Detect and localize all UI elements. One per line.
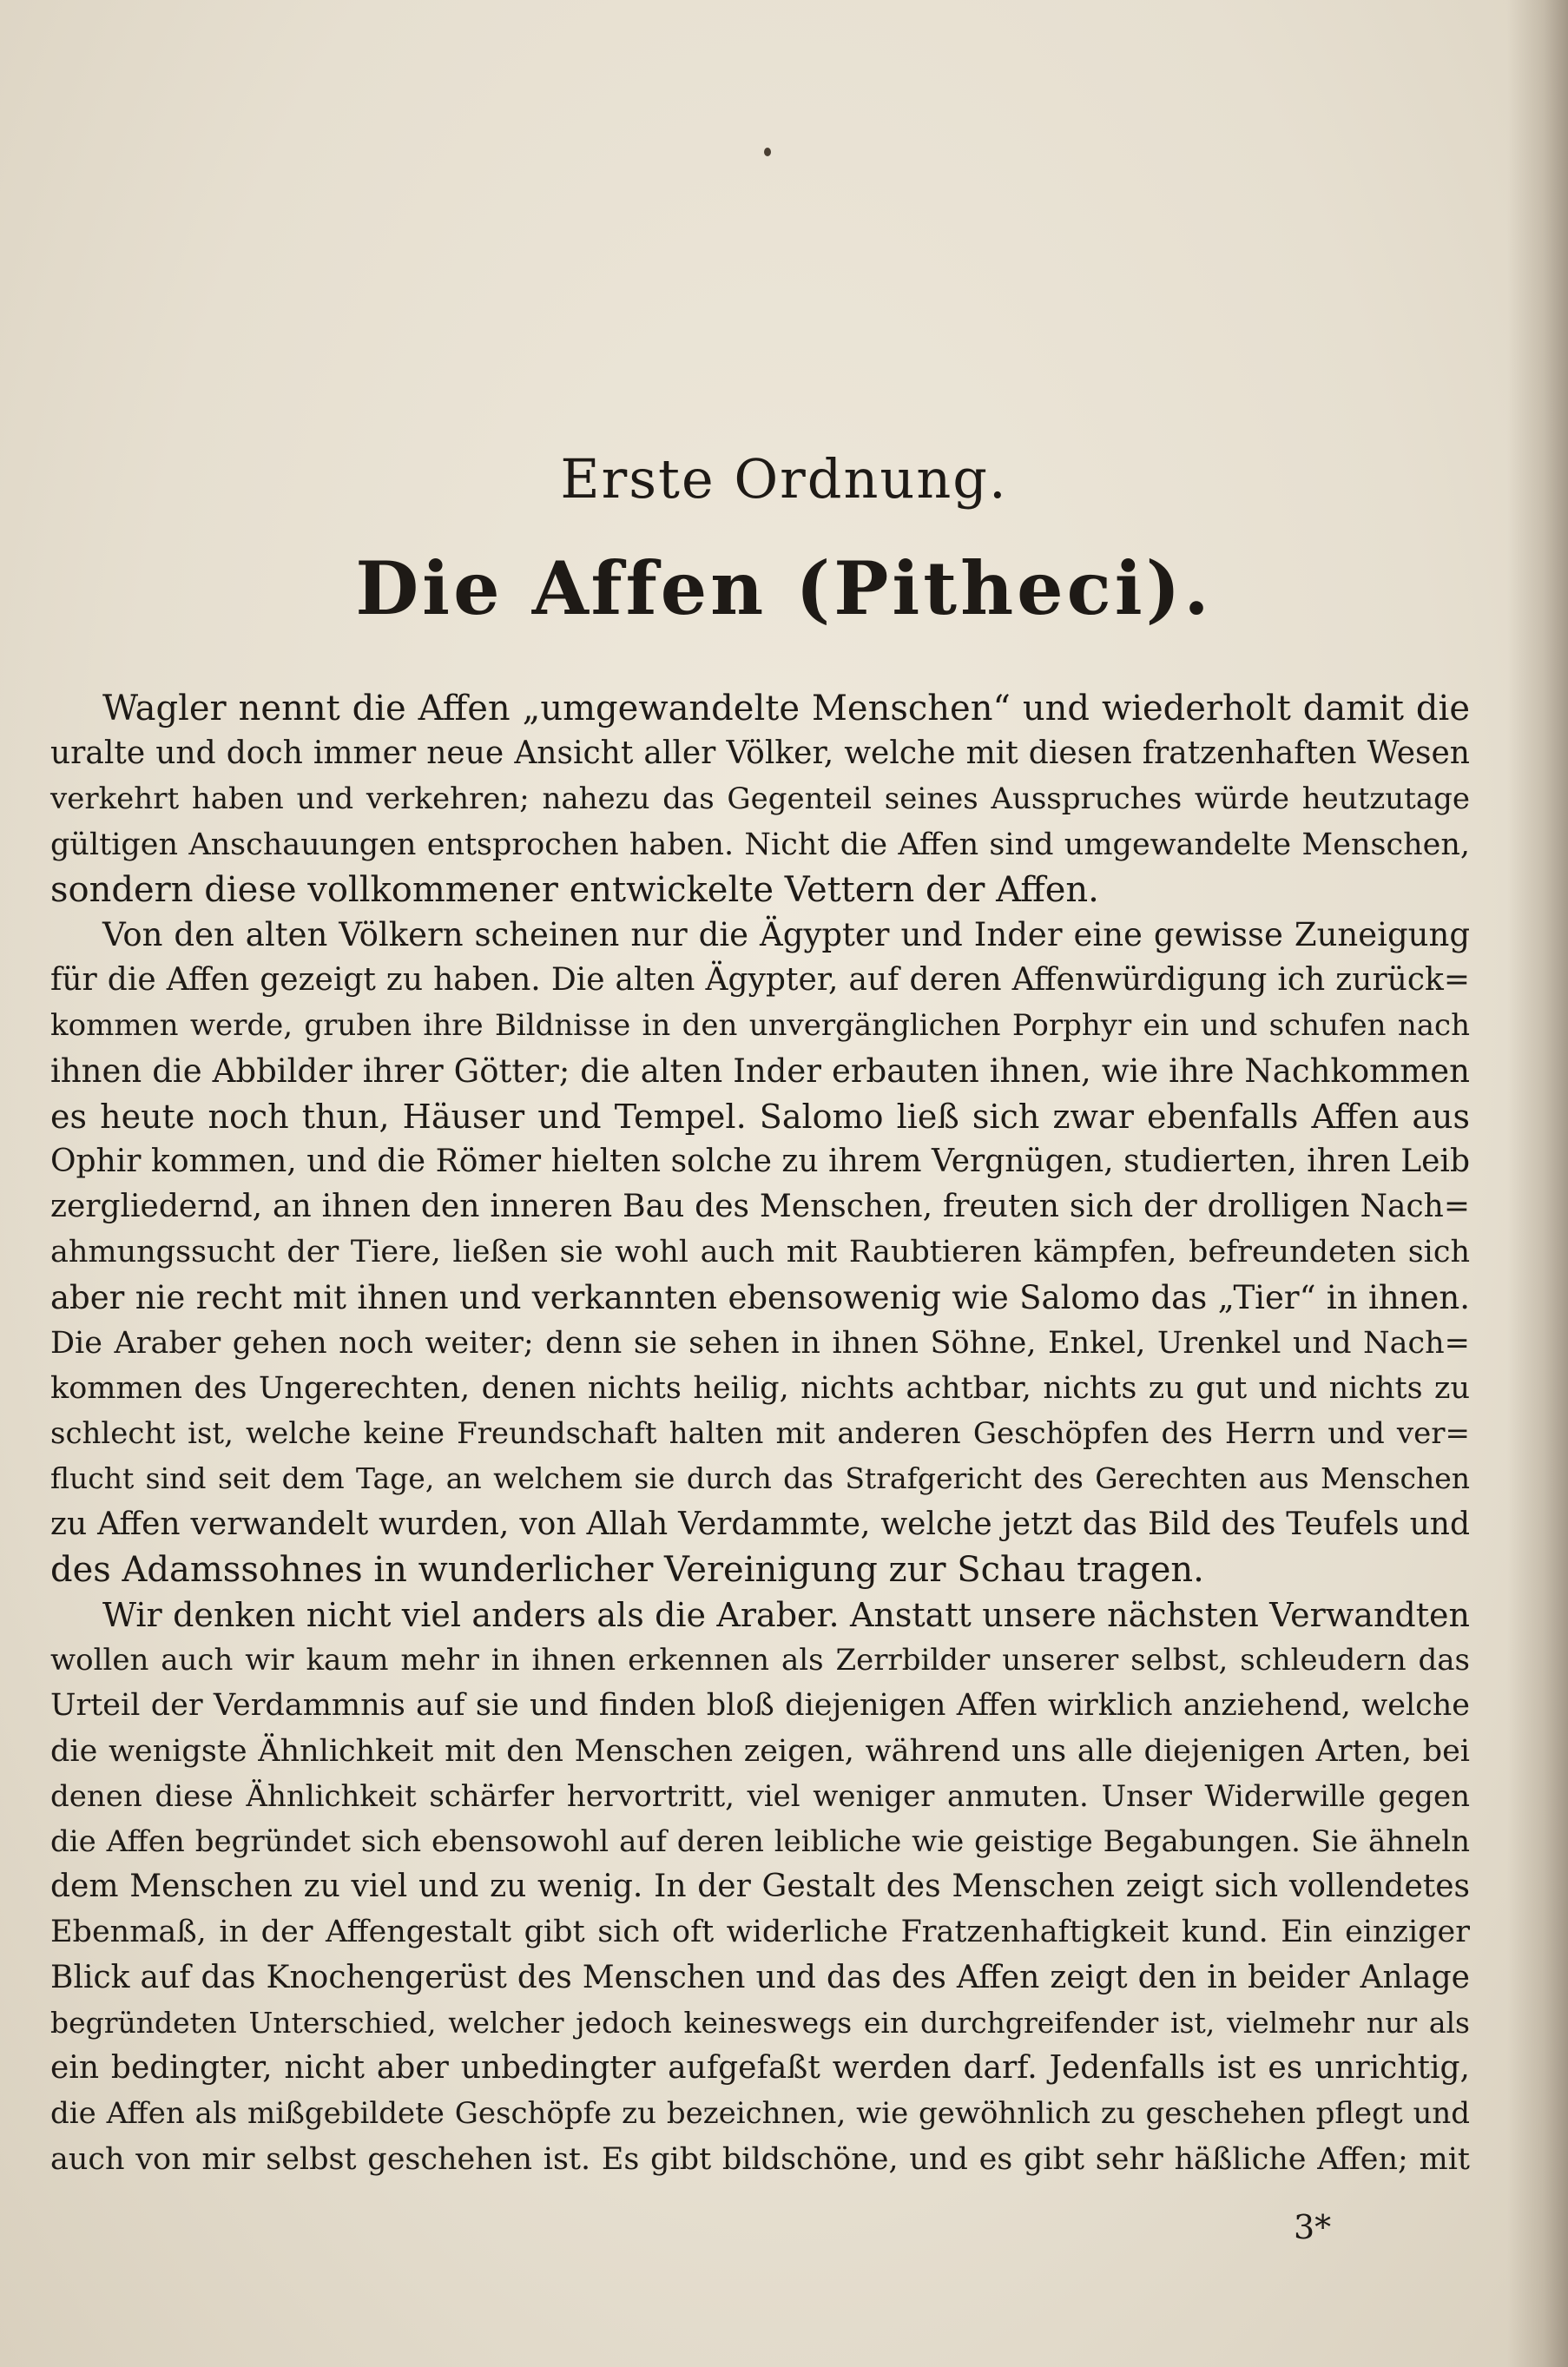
text-line: begründeten Unterschied, welcher jedoch keineswegs ein durchgreifender ist, vielmehr nur als <box>50 2005 1470 2040</box>
page-number: 3* <box>1294 2208 1332 2246</box>
text-line: Urteil der Verdammnis auf sie und finden bloß diejenigen Affen wirklich anziehend, welche <box>50 1688 1470 1724</box>
text-line: uralte und doch immer neue Ansicht aller Völker, welche mit diesen fratzenhaften Wesen <box>50 735 1470 772</box>
body-text <box>50 686 1470 2182</box>
text-line: schlecht ist, welche keine Freundschaft halten mit anderen Geschöpfen des Herrn und ver= <box>50 1416 1470 1452</box>
text-line: des Adamssohnes in wunderlicher Vereinigung zur Schau tragen. <box>50 1549 1204 1590</box>
text-line: Blick auf das Knochengerüst des Menschen und das des Affen zeigt den in beider Anlage <box>50 1959 1470 1995</box>
text-line: die Affen begründet sich ebensowohl auf deren leibliche wie geistige Begabungen. Sie ähneln <box>50 1824 1470 1860</box>
chapter-title: Die Affen (Pitheci). <box>355 545 1213 631</box>
text-line: ihnen die Abbilder ihrer Götter; die alten Inder erbauten ihnen, wie ihre Nachkommen <box>50 1052 1470 1090</box>
text-line: Wir denken nicht viel anders als die Araber. Anstatt unsere nächsten Verwandten <box>102 1596 1470 1635</box>
text-line: Von den alten Völkern scheinen nur die Ägypter und Inder eine gewisse Zuneigung <box>102 916 1470 954</box>
order-heading: Erste Ordnung. <box>560 447 1008 511</box>
text-line: flucht sind seit dem Tage, an welchem sie durch das Strafgericht des Gerechten aus Menschen <box>50 1461 1470 1496</box>
text-line: aber nie recht mit ihnen und verkannten ebensowenig wie Salomo das „Tier“ in ihnen. <box>50 1278 1470 1316</box>
ink-speck <box>764 148 771 156</box>
paragraph-1 <box>50 686 1470 913</box>
paragraph-3 <box>50 1592 1470 2182</box>
text-line: zergliedernd, an ihnen den inneren Bau des Menschen, freuten sich der drolligen Nach= <box>50 1189 1470 1225</box>
text-line: dem Menschen zu viel und zu wenig. In der Gestalt des Menschen zeigt sich vollendetes <box>50 1869 1470 1905</box>
text-line: auch von mir selbst geschehen ist. Es gibt bildschöne, und es gibt sehr häßliche Affen; mit <box>50 2141 1470 2177</box>
text-line: sondern diese vollkommener entwickelte Vettern der Affen. <box>50 869 1099 910</box>
text-line: Ebenmaß, in der Affengestalt gibt sich oft widerliche Fratzenhaftigkeit kund. Ein einziger <box>50 1915 1470 1950</box>
text-line: zu Affen verwandelt wurden, von Allah Verdammte, welche jetzt das Bild des Teufels und <box>50 1506 1470 1542</box>
page-gutter-shadow <box>1507 0 1568 2367</box>
text-line: es heute noch thun, Häuser und Tempel. Salomo ließ sich zwar ebenfalls Affen aus <box>50 1097 1470 1136</box>
text-line: kommen des Ungerechten, denen nichts heilig, nichts achtbar, nichts zu gut und nichts zu <box>50 1371 1470 1407</box>
text-line: Die Araber gehen noch weiter; denn sie sehen in ihnen Söhne, Enkel, Urenkel und Nach= <box>50 1325 1470 1361</box>
text-line: kommen werde, gruben ihre Bildnisse in den unvergänglichen Porphyr ein und schufen nach <box>50 1008 1470 1044</box>
text-line: die wenigste Ähnlichkeit mit den Menschen zeigen, während uns alle diejenigen Arten, bei <box>50 1733 1470 1769</box>
text-line: denen diese Ähnlichkeit schärfer hervortritt, viel weniger anmuten. Unser Widerwille gegen <box>50 1778 1470 1814</box>
text-line: für die Affen gezeigt zu haben. Die alten Ägypter, auf deren Affenwürdigung ich zurück= <box>50 962 1470 999</box>
text-line: wollen auch wir kaum mehr in ihnen erkennen als Zerrbilder unserer selbst, schleudern das <box>50 1643 1470 1678</box>
text-line: Wagler nennt die Affen „umgewandelte Menschen“ und wiederholt damit die <box>102 689 1470 729</box>
text-line: ein bedingter, nicht aber unbedingter aufgefaßt werden darf. Jedenfalls ist es unrichtig, <box>50 2050 1470 2087</box>
paragraph-2 <box>50 913 1470 1592</box>
text-line: die Affen als mißgebildete Geschöpfe zu bezeichnen, wie gewöhnlich zu geschehen pflegt und <box>50 2096 1470 2132</box>
text-line: gültigen Anschauungen entsprochen haben. Nicht die Affen sind umgewandelte Menschen, <box>50 827 1470 862</box>
text-line: verkehrt haben und verkehren; nahezu das Gegenteil seines Ausspruches würde heutzutage <box>50 781 1470 817</box>
text-line: ahmungssucht der Tiere, ließen sie wohl auch mit Raubtieren kämpfen, befreundeten sich <box>50 1235 1470 1270</box>
text-line: Ophir kommen, und die Römer hielten solche zu ihrem Vergnügen, studierten, ihren Leib <box>50 1144 1470 1180</box>
